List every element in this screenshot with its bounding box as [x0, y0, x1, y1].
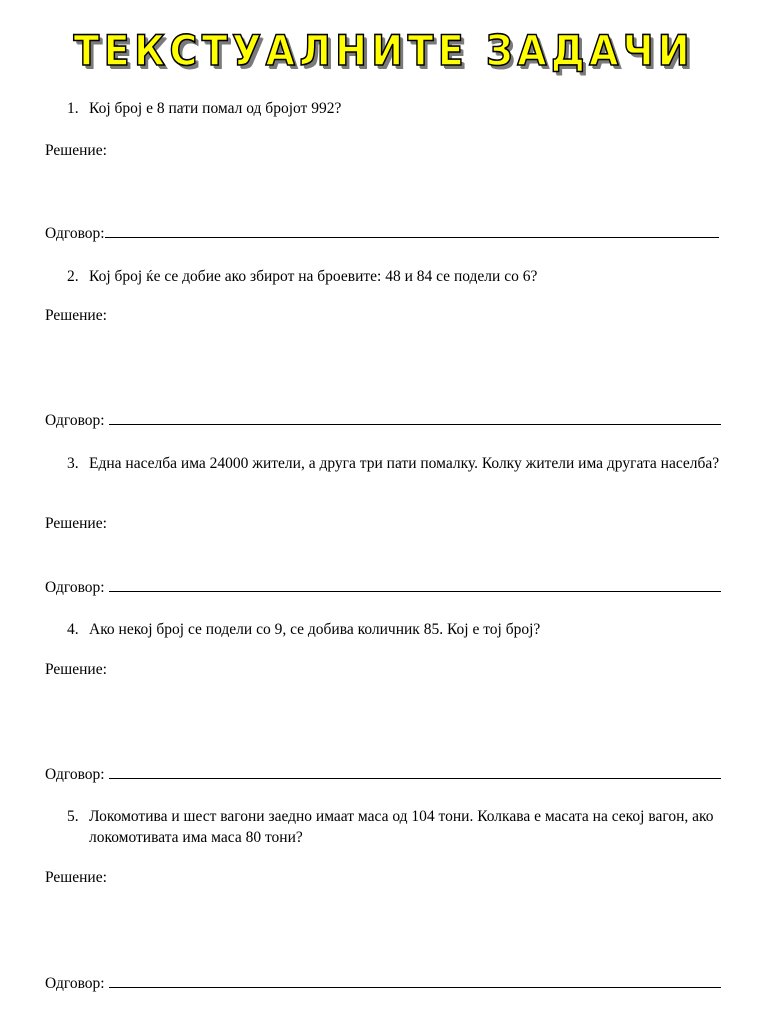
- question-text: Кој број е 8 пати помал од бројот 992?: [89, 100, 342, 117]
- answer-row-4: [45, 764, 721, 785]
- solution-label-4: Решение:: [45, 661, 107, 678]
- question-number: 3.: [67, 455, 79, 472]
- answer-line[interactable]: [105, 223, 719, 238]
- question-3: [67, 453, 747, 474]
- answer-label: Одговор:: [45, 975, 105, 992]
- title-container: [0, 26, 768, 75]
- answer-row-2: [45, 410, 721, 431]
- answer-line[interactable]: [109, 577, 721, 592]
- question-5: [67, 806, 747, 848]
- answer-row-3: [45, 577, 721, 598]
- solution-label-3: Решение:: [45, 515, 107, 532]
- question-number: 1.: [67, 100, 79, 117]
- worksheet-title: ТЕКСТУАЛНИТЕ ЗАДАЧИ: [73, 26, 695, 75]
- solution-label-2: Решение:: [45, 307, 107, 324]
- answer-label: Одговор:: [45, 766, 105, 783]
- question-text: Ако некој број се подели со 9, се добива количник 85. Кој е тој број?: [89, 621, 541, 638]
- answer-line[interactable]: [109, 410, 721, 425]
- question-text: Една населба има 24000 жители, а друга три пати помалку. Колку жители има другата населба?: [89, 455, 720, 472]
- question-number: 4.: [67, 621, 79, 638]
- question-4: [67, 619, 747, 640]
- answer-label: Одговор:: [45, 225, 105, 242]
- question-2: [67, 266, 747, 287]
- answer-label: Одговор:: [45, 412, 105, 429]
- question-text: Кој број ќе се добие ако збирот на броевите: 48 и 84 се подели со 6?: [89, 268, 538, 285]
- question-1: [67, 98, 747, 119]
- solution-label-5: Решение:: [45, 869, 107, 886]
- question-number: 2.: [67, 268, 79, 285]
- question-number: 5.: [67, 808, 79, 825]
- answer-row-5: [45, 973, 721, 994]
- answer-line[interactable]: [109, 764, 721, 779]
- answer-label: Одговор:: [45, 579, 105, 596]
- question-text: Локомотива и шест вагони заедно имаат маса од 104 тони. Колкава е масата на секој вагон, ако локомотивата има маса 80 тони?: [89, 808, 714, 846]
- answer-line[interactable]: [109, 973, 721, 988]
- solution-label-1: Решение:: [45, 142, 107, 159]
- answer-row-1: [45, 223, 719, 244]
